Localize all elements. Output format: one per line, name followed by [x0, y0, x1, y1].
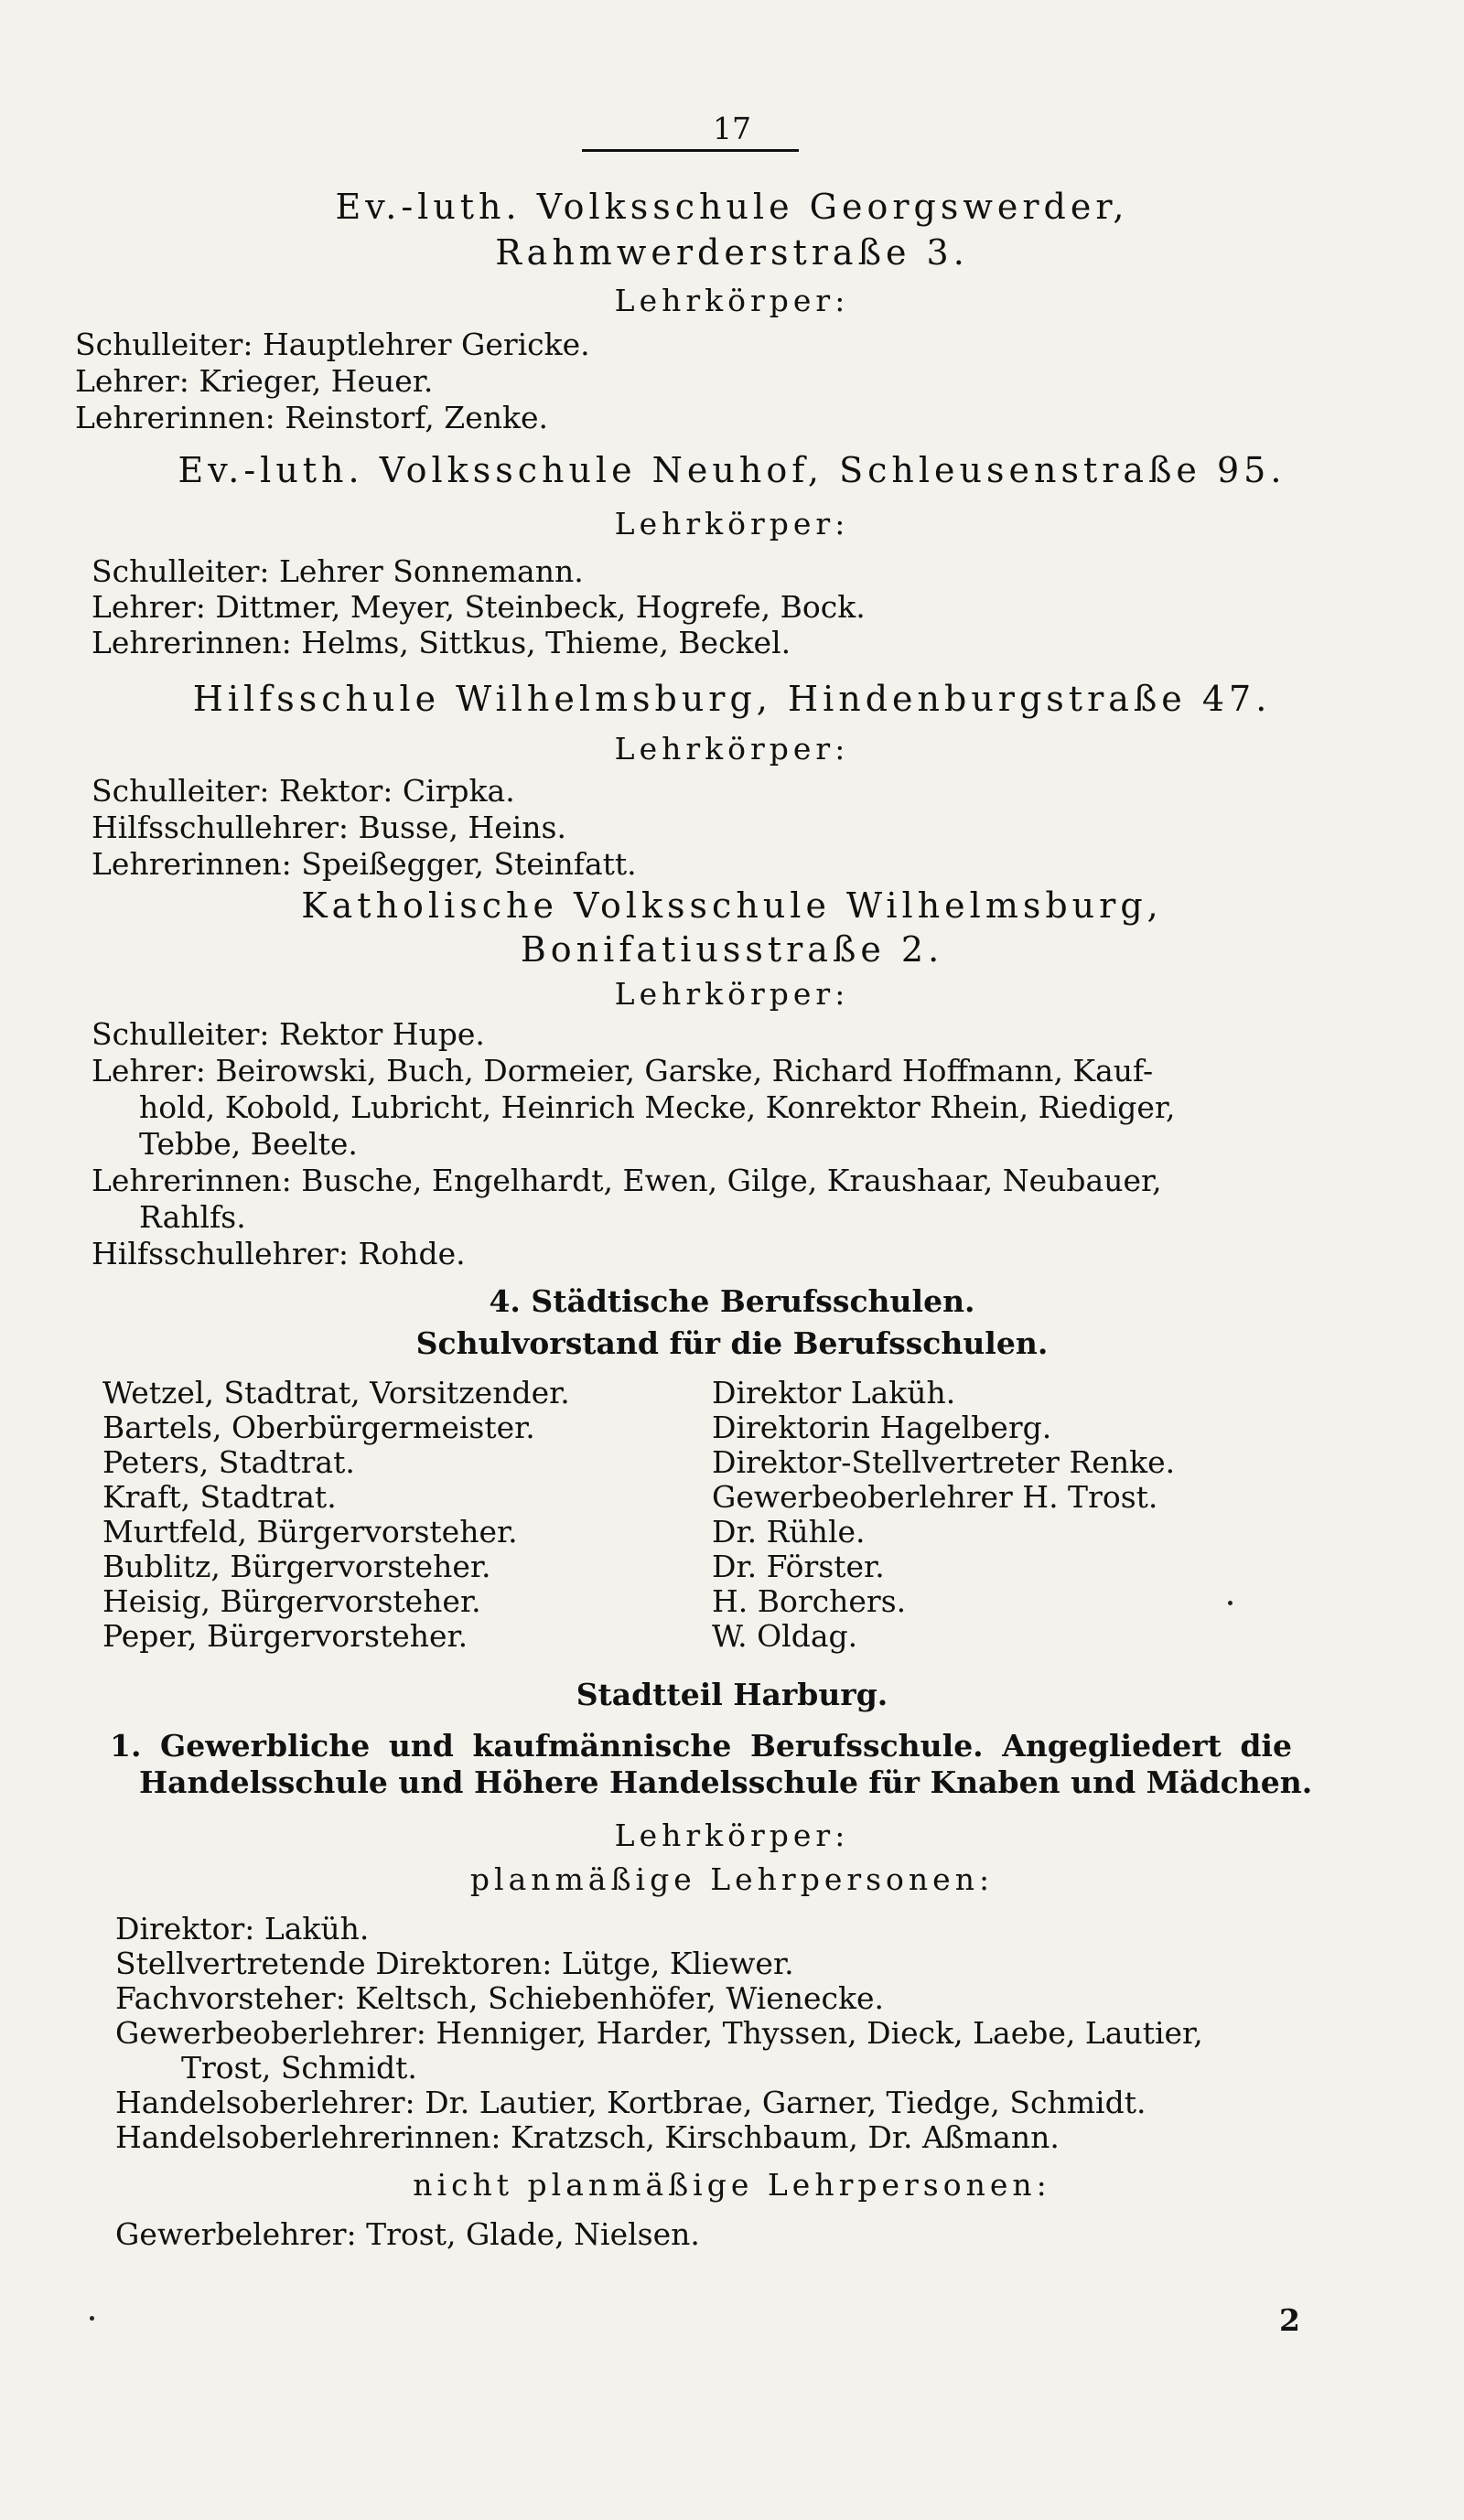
- board-title: Schulvorstand für die Berufsschulen.: [415, 1325, 1049, 1361]
- page-number: 17: [713, 111, 751, 146]
- board-member: W. Oldag.: [712, 1618, 858, 1654]
- staff-line: Gewerbeoberlehrer: Henniger, Harder, Thyssen, Dieck, Laebe, Lautier,: [115, 2015, 1203, 2051]
- section-title: Ev.-luth. Volksschule Neuhof, Schleusenstraße 95.: [178, 450, 1286, 490]
- board-member: Bartels, Oberbürgermeister.: [102, 1410, 535, 1445]
- board-member: Direktorin Hagelberg.: [712, 1410, 1052, 1445]
- section-title: Hilfsschule Wilhelmsburg, Hindenburgstraße 47.: [192, 679, 1272, 719]
- school-title-line: [110, 1729, 1292, 1763]
- section-title: Katholische Volksschule Wilhelmsburg,: [301, 885, 1163, 926]
- board-member: H. Borchers.: [712, 1583, 907, 1619]
- unplanned-staff-heading: nicht planmäßige Lehrpersonen:: [413, 2167, 1051, 2203]
- staff-heading: Lehrkörper:: [614, 1818, 850, 1853]
- staff-line: Trost, Schmidt.: [181, 2050, 417, 2086]
- staff-line: Fachvorsteher: Keltsch, Schiebenhöfer, Wienecke.: [115, 1980, 885, 2016]
- staff-line: Schulleiter: Rektor: Cirpka.: [92, 773, 515, 809]
- board-member: Peper, Bürgervorsteher.: [102, 1618, 468, 1654]
- staff-line: Lehrerinnen: Reinstorf, Zenke.: [75, 400, 548, 435]
- board-member: Direktor Laküh.: [712, 1375, 956, 1410]
- staff-line: Schulleiter: Lehrer Sonnemann.: [92, 553, 584, 589]
- board-member: Murtfeld, Bürgervorsteher.: [102, 1514, 518, 1550]
- title-word: und: [388, 1728, 454, 1764]
- section-address: Rahmwerderstraße 3.: [495, 232, 969, 273]
- section-title: 4. Städtische Berufsschulen.: [489, 1283, 975, 1319]
- staff-line: hold, Kobold, Lubricht, Heinrich Mecke, Konrektor Rhein, Riediger,: [139, 1089, 1176, 1125]
- planned-staff-heading: planmäßige Lehrpersonen:: [469, 1861, 995, 1897]
- staff-line: Direktor: Laküh.: [115, 1911, 370, 1946]
- staff-line: Lehrerinnen: Busche, Engelhardt, Ewen, Gilge, Kraushaar, Neubauer,: [92, 1163, 1162, 1198]
- title-word: kaufmännische: [472, 1728, 732, 1764]
- print-speck: [90, 2316, 94, 2321]
- board-member: Dr. Förster.: [712, 1549, 885, 1584]
- staff-line: Lehrerinnen: Helms, Sittkus, Thieme, Beckel.: [92, 625, 791, 660]
- staff-heading: Lehrkörper:: [614, 976, 850, 1012]
- staff-line: Lehrer: Dittmer, Meyer, Steinbeck, Hogrefe, Bock.: [92, 589, 866, 625]
- board-member: Kraft, Stadtrat.: [102, 1479, 337, 1515]
- staff-line: Hilfsschullehrer: Busse, Heins.: [92, 810, 566, 845]
- staff-line: Schulleiter: Hauptlehrer Gericke.: [75, 327, 590, 362]
- section-address: Bonifatiusstraße 2.: [520, 929, 944, 970]
- staff-line: Gewerbelehrer: Trost, Glade, Nielsen.: [115, 2216, 700, 2252]
- staff-line: Schulleiter: Rektor Hupe.: [92, 1016, 485, 1052]
- staff-heading: Lehrkörper:: [614, 506, 850, 542]
- print-speck: [1228, 1601, 1233, 1605]
- staff-line: Handelsoberlehrerinnen: Kratzsch, Kirschbaum, Dr. Aßmann.: [115, 2119, 1060, 2155]
- district-title: Stadtteil Harburg.: [576, 1677, 888, 1712]
- signature-mark: 2: [1279, 2302, 1300, 2338]
- staff-line: Tebbe, Beelte.: [139, 1126, 358, 1162]
- staff-line: Stellvertretende Direktoren: Lütge, Kliewer.: [115, 1946, 794, 1981]
- staff-line: Rahlfs.: [139, 1199, 246, 1235]
- board-member: Dr. Rühle.: [712, 1514, 866, 1550]
- title-word: Angegliedert: [1002, 1728, 1222, 1764]
- title-word: 1.: [110, 1728, 142, 1764]
- title-word: Berufsschule.: [749, 1728, 984, 1764]
- staff-line: Handelsoberlehrer: Dr. Lautier, Kortbrae, Garner, Tiedge, Schmidt.: [115, 2085, 1146, 2120]
- page-number-rule: [582, 149, 799, 152]
- board-member: Bublitz, Bürgervorsteher.: [102, 1549, 491, 1584]
- title-word: die: [1240, 1728, 1292, 1764]
- board-member: Heisig, Bürgervorsteher.: [102, 1583, 481, 1619]
- section-title: Ev.-luth. Volksschule Georgswerder,: [335, 187, 1129, 227]
- board-member: Gewerbeoberlehrer H. Trost.: [712, 1479, 1158, 1515]
- school-title-line: Handelsschule und Höhere Handelsschule für Knaben und Mädchen.: [139, 1764, 1313, 1800]
- staff-line: Lehrerinnen: Speißegger, Steinfatt.: [92, 846, 637, 882]
- board-member: Wetzel, Stadtrat, Vorsitzender.: [102, 1375, 570, 1410]
- staff-line: Lehrer: Beirowski, Buch, Dormeier, Garske, Richard Hoffmann, Kauf-: [92, 1053, 1154, 1088]
- staff-heading: Lehrkörper:: [614, 731, 850, 767]
- staff-line: Lehrer: Krieger, Heuer.: [75, 363, 434, 399]
- staff-line: Hilfsschullehrer: Rohde.: [92, 1236, 466, 1271]
- staff-heading: Lehrkörper:: [614, 283, 850, 318]
- board-member: Peters, Stadtrat.: [102, 1444, 355, 1480]
- board-member: Direktor-Stellvertreter Renke.: [712, 1444, 1176, 1480]
- title-word: Gewerbliche: [160, 1728, 371, 1764]
